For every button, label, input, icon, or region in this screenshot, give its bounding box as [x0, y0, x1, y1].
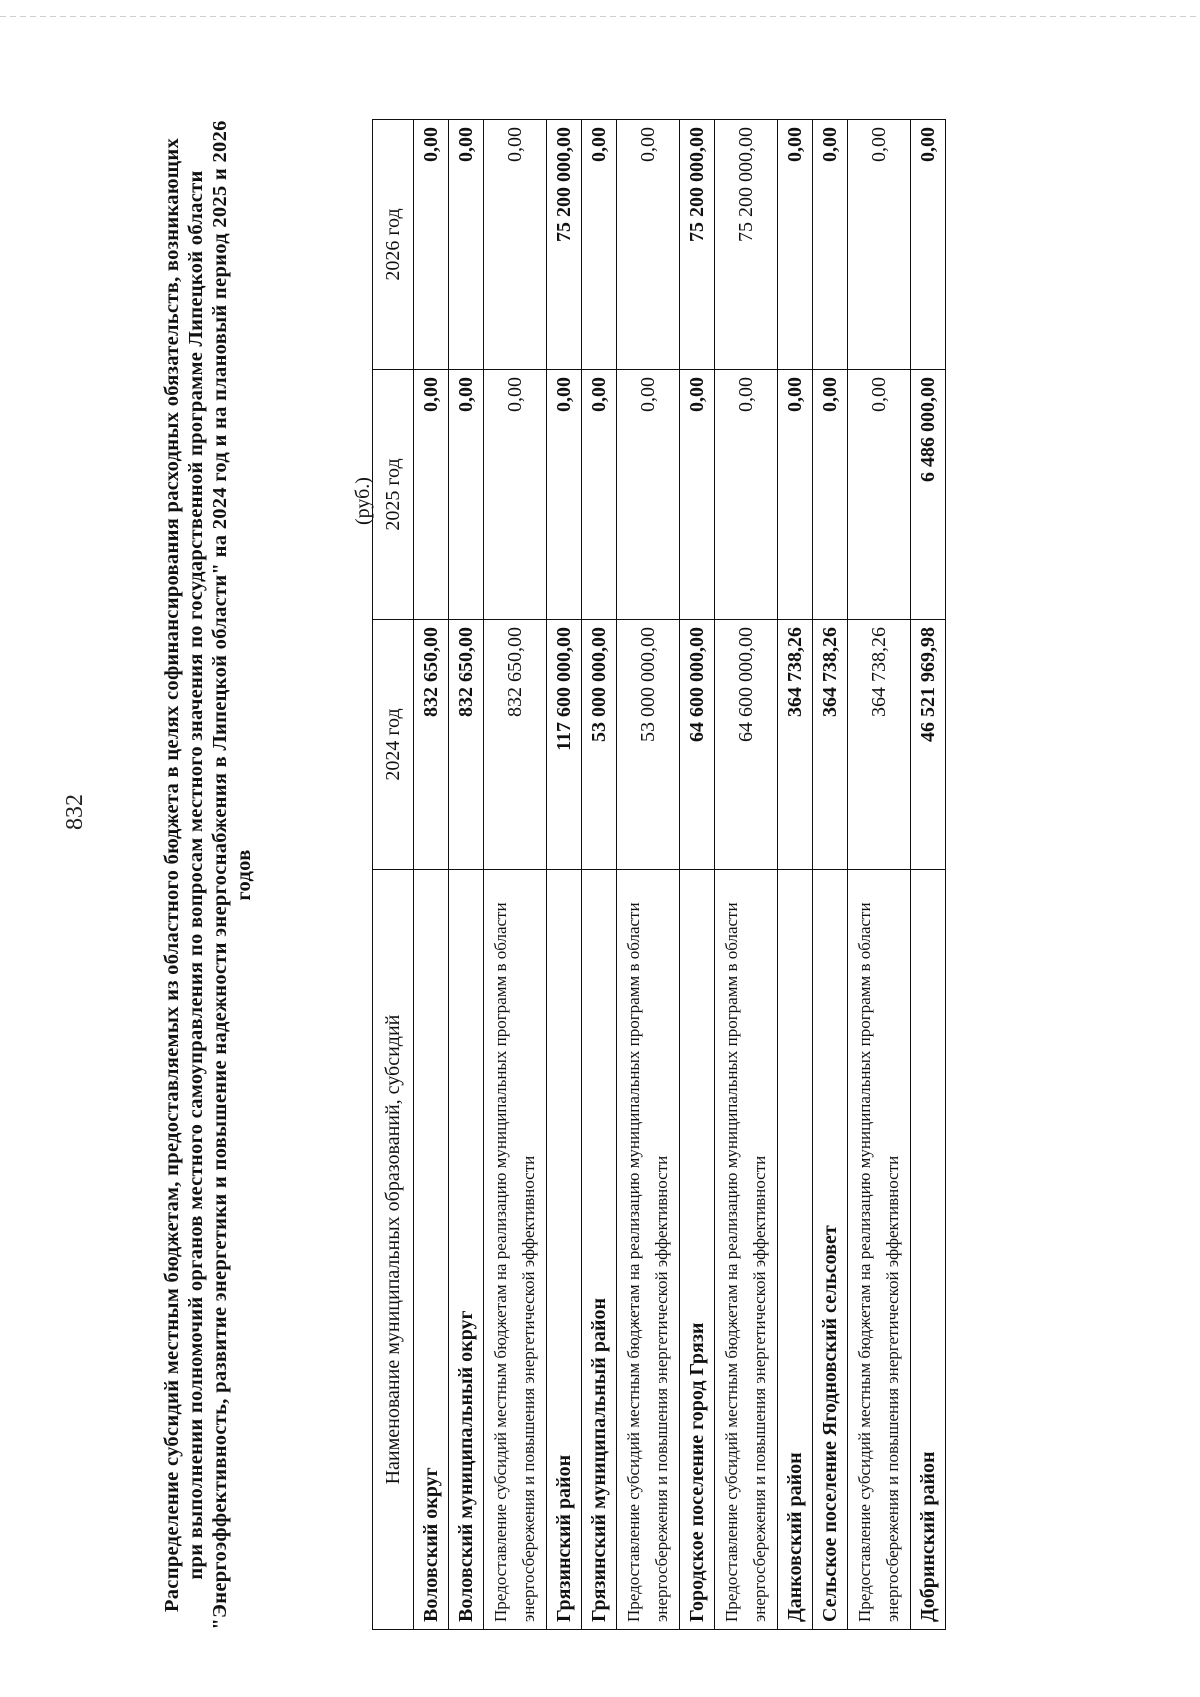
header-2026: 2026 год — [373, 120, 414, 370]
row-name-cell: Предоставление субсидий местным бюджетам на реализацию муниципальных программ в области энергосбережения и повышения энергетической эффективности — [715, 870, 778, 1630]
row-name-cell: Предоставление субсидий местным бюджетам на реализацию муниципальных программ в области энергосбережения и повышения энергетической эффективности — [848, 870, 911, 1630]
row-name-cell: Воловский муниципальный округ — [449, 870, 484, 1630]
row-2025-cell: 0,00 — [617, 370, 680, 620]
document-title: Распределение субсидий местным бюджетам, предоставляемых из областного бюджета в целях софинансирования расходных обязательств, возникающих при выполнении полномочий органов местного самоуправления по вопросам местного значения по государственной программе Липецкой области "Энергоэффективность, развитие энергетики и повышение надежности энергоснабжения в Липецкой области" на 2024 год и на плановый период 2025 и 2026 годов — [161, 120, 255, 1630]
row-name-cell: Предоставление субсидий местным бюджетам на реализацию муниципальных программ в области энергосбережения и повышения энергетической эффективности — [484, 870, 547, 1630]
scan-edge-line — [0, 16, 1200, 17]
row-2026-cell: 0,00 — [617, 120, 680, 370]
row-name-cell: Данковский район — [778, 870, 813, 1630]
row-name-cell: Грязинский район — [547, 870, 582, 1630]
row-2026-cell: 0,00 — [582, 120, 617, 370]
table-row — [715, 120, 778, 1630]
row-2026-cell: 75 200 000,00 — [680, 120, 715, 370]
table-row — [680, 120, 715, 1630]
row-2024-cell: 832 650,00 — [449, 620, 484, 870]
row-2026-cell: 75 200 000,00 — [547, 120, 582, 370]
row-2026-cell: 0,00 — [911, 120, 946, 370]
table-row — [617, 120, 680, 1630]
header-name: Наименование муниципальных образований, субсидий — [373, 870, 414, 1630]
row-name-cell: Добринский район — [911, 870, 946, 1630]
row-2025-cell: 0,00 — [484, 370, 547, 620]
table-row — [484, 120, 547, 1630]
row-2024-cell: 364 738,26 — [848, 620, 911, 870]
row-2024-cell: 64 600 000,00 — [680, 620, 715, 870]
row-2026-cell: 0,00 — [848, 120, 911, 370]
row-2024-cell: 117 600 000,00 — [547, 620, 582, 870]
row-2024-cell: 46 521 969,98 — [911, 620, 946, 870]
table-body — [414, 120, 946, 1630]
row-2024-cell: 64 600 000,00 — [715, 620, 778, 870]
table-header-row — [373, 120, 414, 1630]
row-2026-cell: 75 200 000,00 — [715, 120, 778, 370]
row-2025-cell: 0,00 — [414, 370, 449, 620]
row-2025-cell: 0,00 — [778, 370, 813, 620]
table-row — [911, 120, 946, 1630]
row-2024-cell: 364 738,26 — [778, 620, 813, 870]
header-2024: 2024 год — [373, 620, 414, 870]
table-row — [778, 120, 813, 1630]
row-2024-cell: 53 000 000,00 — [617, 620, 680, 870]
row-2026-cell: 0,00 — [813, 120, 848, 370]
header-2025: 2025 год — [373, 370, 414, 620]
table-row — [813, 120, 848, 1630]
row-2024-cell: 832 650,00 — [414, 620, 449, 870]
rotated-page-content — [160, 120, 1110, 1630]
row-2026-cell: 0,00 — [414, 120, 449, 370]
row-2024-cell: 364 738,26 — [813, 620, 848, 870]
table-row — [449, 120, 484, 1630]
row-2024-cell: 832 650,00 — [484, 620, 547, 870]
table-row — [848, 120, 911, 1630]
row-name-cell: Грязинский муниципальный район — [582, 870, 617, 1630]
row-2026-cell: 0,00 — [449, 120, 484, 370]
row-2025-cell: 0,00 — [848, 370, 911, 620]
subsidy-table — [372, 119, 946, 1630]
row-name-cell: Предоставление субсидий местным бюджетам на реализацию муниципальных программ в области энергосбережения и повышения энергетической эффективности — [617, 870, 680, 1630]
row-2025-cell: 0,00 — [715, 370, 778, 620]
row-2025-cell: 0,00 — [680, 370, 715, 620]
row-name-cell: Сельское поселение Ягодновский сельсовет — [813, 870, 848, 1630]
row-2025-cell: 0,00 — [813, 370, 848, 620]
row-2026-cell: 0,00 — [778, 120, 813, 370]
table-row — [414, 120, 449, 1630]
table-row — [582, 120, 617, 1630]
unit-label: (руб.) — [352, 477, 374, 525]
row-2025-cell: 0,00 — [449, 370, 484, 620]
page-number: 832 — [62, 794, 88, 830]
row-name-cell: Городское поселение город Грязи — [680, 870, 715, 1630]
row-2025-cell: 0,00 — [547, 370, 582, 620]
row-name-cell: Воловский округ — [414, 870, 449, 1630]
row-2024-cell: 53 000 000,00 — [582, 620, 617, 870]
row-2025-cell: 6 486 000,00 — [911, 370, 946, 620]
row-2026-cell: 0,00 — [484, 120, 547, 370]
table-row — [547, 120, 582, 1630]
row-2025-cell: 0,00 — [582, 370, 617, 620]
